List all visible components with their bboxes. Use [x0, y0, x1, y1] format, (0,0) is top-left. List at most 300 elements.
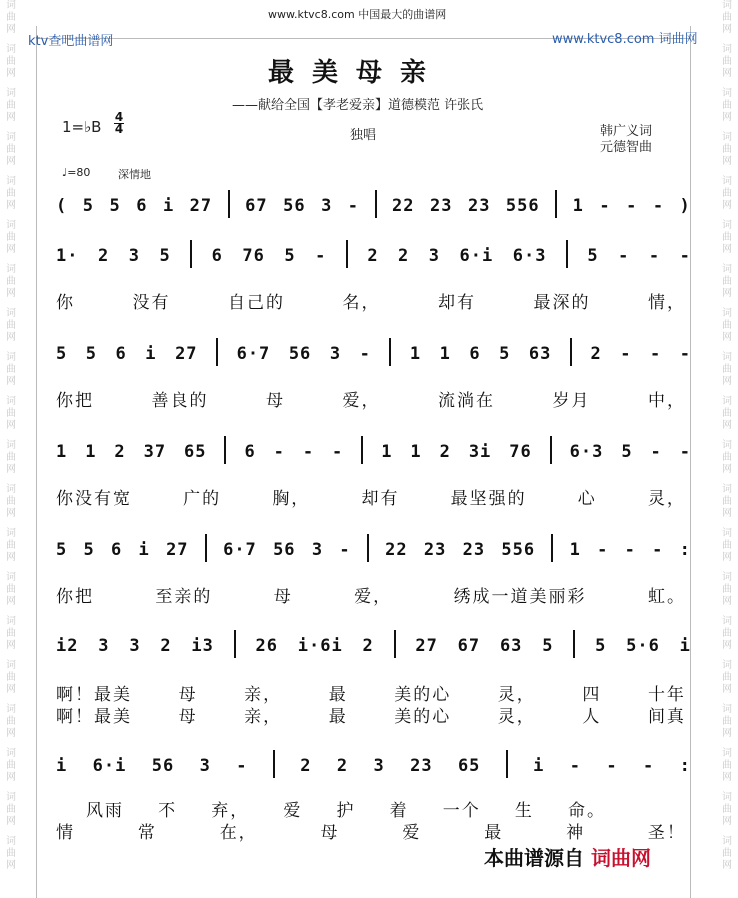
bar-line [551, 534, 553, 562]
note-token: 5 [159, 246, 171, 266]
note-token: 2 [439, 442, 451, 462]
note-token: 3 [128, 246, 140, 266]
side-watermark-char: 曲 [722, 364, 732, 375]
side-watermark-char: 曲 [6, 452, 16, 463]
note-token: 27 [175, 344, 198, 364]
side-watermark-char: 曲 [722, 628, 732, 639]
lyric-token: 最 [484, 823, 504, 843]
side-watermark-char: 网 [722, 24, 732, 35]
side-watermark-char: 曲 [6, 188, 16, 199]
lyric-token: 弃， [211, 801, 250, 821]
note-token: 27 [166, 540, 189, 560]
side-watermark-char: 曲 [722, 496, 732, 507]
note-token: i [679, 636, 691, 656]
bar-line [234, 630, 236, 658]
note-token: - [597, 540, 609, 560]
note-token: 1 [410, 442, 422, 462]
side-watermark-char: 词 [6, 132, 16, 143]
note-token: 6·i [92, 756, 127, 776]
notation-row-6 [56, 626, 691, 666]
note-token: - [650, 442, 662, 462]
side-watermark-char: 词 [722, 176, 732, 187]
lyric-line-1 [56, 288, 686, 313]
lyric-token: 善良的 [151, 391, 209, 411]
note-token: 1 [56, 442, 68, 462]
lyric-token: 亲， [244, 685, 283, 705]
side-watermark-char: 词 [722, 396, 732, 407]
side-watermark-char: 网 [6, 728, 16, 739]
side-watermark-char: 网 [6, 596, 16, 607]
note-token: 3i [468, 442, 492, 462]
notation-row-6-notes [56, 636, 691, 658]
note-token: 1 [85, 442, 97, 462]
note-token: - [273, 442, 285, 462]
note-token: 6·3 [569, 442, 604, 462]
side-watermark-char: 词 [722, 0, 732, 11]
side-watermark-char: 曲 [722, 276, 732, 287]
side-watermark-char: 词 [722, 792, 732, 803]
note-token: 5 [284, 246, 296, 266]
side-watermark-char: 曲 [6, 672, 16, 683]
note-token: 5 [587, 246, 599, 266]
side-watermark-char: 曲 [722, 320, 732, 331]
note-token: 2 [114, 442, 126, 462]
side-watermark-char: 曲 [6, 320, 16, 331]
note-token: - [624, 540, 636, 560]
note-token: 6·3 [512, 246, 547, 266]
side-watermark-char: 网 [6, 288, 16, 299]
side-watermark-char: 词 [6, 88, 16, 99]
note-token: - [302, 442, 315, 462]
lyric-token: 生 [514, 801, 534, 821]
note-token: 5 [56, 540, 68, 560]
lyric-token: 爱， [354, 587, 393, 607]
note-token: 6 [211, 246, 223, 266]
note-token: - [606, 756, 618, 776]
side-watermark-char: 曲 [722, 232, 732, 243]
time-signature [114, 112, 124, 135]
side-watermark-char: 网 [6, 772, 16, 783]
side-watermark-char: 词 [6, 0, 16, 11]
side-watermark-char: 词 [722, 528, 732, 539]
note-token: 6·7 [236, 344, 271, 364]
side-watermark-char: 曲 [722, 12, 732, 23]
note-token: ) [679, 196, 691, 216]
note-token: 5 [56, 344, 68, 364]
note-token: 22 [385, 540, 408, 560]
side-watermark-char: 网 [722, 112, 732, 123]
side-watermark-char: 曲 [722, 848, 732, 859]
side-watermark-char: 网 [6, 640, 16, 651]
side-watermark-char: 网 [6, 464, 16, 475]
side-watermark-char: 网 [722, 640, 732, 651]
side-watermark-char: 网 [6, 816, 16, 827]
side-watermark-char: 词 [722, 572, 732, 583]
source-footer [484, 842, 651, 871]
note-token: 5 [595, 636, 607, 656]
note-token: - [618, 246, 630, 266]
lyric-token: 四 [582, 685, 602, 705]
note-token: 2 [362, 636, 374, 656]
lyric-token: 最 [328, 685, 348, 705]
side-watermark-char: 曲 [6, 276, 16, 287]
note-token: 76 [509, 442, 532, 462]
side-watermark-char: 词 [6, 484, 16, 495]
notation-row-5-notes [56, 540, 691, 562]
lyric-token: 却有 [438, 293, 476, 313]
side-watermark-char: 网 [722, 288, 732, 299]
side-watermark-char: 曲 [6, 628, 16, 639]
note-token: 22 [392, 196, 415, 216]
side-watermark-char: 网 [722, 464, 732, 475]
note-token: 23 [462, 540, 486, 560]
note-token: 5 [621, 442, 633, 462]
lyric-token: 神 [566, 823, 586, 843]
note-token: 1 [381, 442, 393, 462]
note-token: i [56, 756, 68, 776]
side-watermark-char: 曲 [6, 848, 16, 859]
lyric-token: 命。 [568, 801, 606, 821]
bar-line [346, 240, 348, 268]
side-watermark-char: 词 [722, 660, 732, 671]
note-token: 2 [336, 756, 349, 776]
note-token: 3 [373, 756, 385, 776]
note-token: 6·i [459, 246, 494, 266]
note-token: - [236, 756, 248, 776]
note-token: 5 [85, 344, 98, 364]
side-watermark-char: 网 [6, 508, 16, 519]
note-token: - [315, 246, 327, 266]
side-watermark-char: 词 [722, 748, 732, 759]
side-watermark-char: 曲 [722, 540, 732, 551]
notation-row-4-notes [56, 442, 691, 464]
notation-row-5 [56, 530, 691, 570]
lyric-token: 爱 [283, 801, 303, 821]
lyric-token: 间真 [647, 707, 686, 727]
note-token: 37 [143, 442, 167, 462]
note-token: - [339, 540, 351, 560]
notation-row-3-notes [56, 344, 691, 366]
note-token: 1 [572, 196, 584, 216]
lyric-token: 灵， [497, 685, 536, 705]
side-watermark-char: 词 [722, 704, 732, 715]
side-watermark-char: 曲 [722, 408, 732, 419]
side-watermark-char: 词 [722, 308, 732, 319]
notation-row-7-notes [56, 756, 691, 778]
song-subtitle: ——献给全国【孝老爱亲】道德模范 许张氏 [232, 98, 484, 113]
header-center-text: www.ktvc8.com 中国最大的曲谱网 [268, 8, 447, 21]
lyric-token: 你把 [56, 587, 94, 607]
bar-line [273, 750, 275, 778]
side-watermark-char: 词 [6, 836, 16, 847]
side-watermark-char: 网 [722, 420, 732, 431]
note-token: 23 [429, 196, 453, 216]
lyric-token: 不 [158, 801, 178, 821]
note-token: 2 [97, 246, 110, 266]
note-token: 56 [283, 196, 306, 216]
right-site-watermark[interactable]: www.ktvc8.com 词曲网 [552, 32, 698, 47]
side-watermark-char: 网 [722, 508, 732, 519]
bar-line [224, 436, 226, 464]
side-watermark-char: 曲 [722, 452, 732, 463]
side-watermark-char: 词 [6, 396, 16, 407]
side-watermark-char: 网 [6, 420, 16, 431]
note-token: 63 [499, 636, 523, 656]
lyric-token: 常 [137, 823, 157, 843]
note-token: 26 [255, 636, 278, 656]
lyric-token: 最深的 [533, 293, 591, 313]
side-watermark-char: 网 [6, 156, 16, 167]
notation-row-2-notes [56, 246, 691, 268]
note-token: 3 [311, 540, 324, 560]
side-watermark-char: 词 [722, 220, 732, 231]
side-watermark-char: 网 [6, 332, 16, 343]
side-watermark-char: 网 [722, 772, 732, 783]
note-token: - [652, 196, 665, 216]
lyric-token: 情， [648, 293, 686, 313]
lyric-token: 母 [266, 391, 285, 411]
side-watermark-char: 网 [6, 244, 16, 255]
side-watermark-char: 词 [6, 308, 16, 319]
note-token: i3 [191, 636, 214, 656]
note-token: - [569, 756, 582, 776]
note-token: 5 [499, 344, 511, 364]
lyric-token: 你没有宽 [56, 489, 132, 509]
note-token: 6 [469, 344, 481, 364]
note-token: - [359, 344, 371, 364]
notation-row-7 [56, 746, 691, 786]
lyric-token: 灵， [497, 707, 536, 727]
lyric-token: 一个 [442, 801, 481, 821]
lyric-line-6 [56, 702, 686, 727]
time-signature-bottom: 4 [114, 122, 124, 136]
note-token: 556 [501, 540, 536, 560]
side-watermark-char: 曲 [722, 100, 732, 111]
note-token: : [679, 756, 691, 776]
lyric-token: 却有 [361, 489, 400, 509]
side-watermark-char: 词 [6, 352, 16, 363]
side-watermark-char: 曲 [6, 364, 16, 375]
lyricist-credit: 韩广义词 [600, 124, 653, 139]
side-watermark-char: 曲 [722, 144, 732, 155]
side-watermark-char: 曲 [6, 56, 16, 67]
note-token: 23 [423, 540, 447, 560]
side-watermark-char: 词 [6, 440, 16, 451]
side-watermark-char: 词 [6, 44, 16, 55]
note-token: 65 [457, 756, 481, 776]
lyric-token: 自己的 [228, 293, 285, 313]
song-title: 最美母亲 [268, 58, 445, 88]
lyric-token: 母 [273, 587, 293, 607]
bar-line [555, 190, 557, 218]
note-token: 1 [409, 344, 422, 364]
lyric-token: 中， [648, 391, 686, 411]
side-watermark-char: 词 [6, 704, 16, 715]
note-token: ( [56, 196, 68, 216]
note-token: i [533, 756, 545, 776]
lyric-token: 啊！最美 [56, 707, 132, 727]
side-watermark-char: 曲 [722, 584, 732, 595]
lyric-token: 没有 [132, 293, 171, 313]
side-watermark-char: 曲 [6, 144, 16, 155]
lyric-line-3 [56, 484, 686, 509]
key-signature: 1=♭B [62, 118, 102, 136]
side-watermark-char: 词 [722, 616, 732, 627]
note-token: i [162, 196, 175, 216]
note-token: - [649, 344, 662, 364]
note-token: 1 [439, 344, 451, 364]
lyric-token: 心 [577, 489, 597, 509]
side-watermark-char: 词 [6, 176, 16, 187]
bar-line [205, 534, 207, 562]
bar-line [228, 190, 230, 218]
lyric-token: 至亲的 [155, 587, 213, 607]
side-watermark-char: 网 [722, 376, 732, 387]
side-watermark-char: 网 [6, 684, 16, 695]
side-watermark-char: 词 [6, 572, 16, 583]
note-token: 2 [160, 636, 172, 656]
tempo-marking: ♩=80 [62, 166, 91, 179]
note-token: 5·6 [626, 636, 660, 656]
note-token: - [599, 196, 611, 216]
note-token: - [679, 442, 691, 462]
note-token: 6 [136, 196, 148, 216]
lyric-token: 胸， [272, 489, 311, 509]
bar-line [506, 750, 508, 778]
lyric-token: 母 [178, 685, 198, 705]
side-watermark-char: 曲 [6, 804, 16, 815]
lyric-token: 岁月 [552, 391, 591, 411]
lyric-token: 着 [389, 801, 409, 821]
note-token: 1· [56, 246, 79, 266]
side-watermark-char: 网 [722, 68, 732, 79]
side-watermark-char: 曲 [6, 408, 16, 419]
note-token: 2 [398, 246, 410, 266]
side-watermark-char: 网 [722, 728, 732, 739]
side-watermark-char: 网 [722, 816, 732, 827]
note-token: 3 [199, 756, 211, 776]
note-token: 23 [467, 196, 491, 216]
note-token: 27 [415, 636, 438, 656]
lyric-token: 风雨 [86, 801, 124, 821]
bar-line [375, 190, 377, 218]
note-token: 67 [245, 196, 268, 216]
side-watermark-char: 词 [6, 792, 16, 803]
lyric-token: 你 [56, 293, 75, 313]
note-token: - [332, 442, 344, 462]
note-token: 2 [367, 246, 379, 266]
bar-line [190, 240, 192, 268]
lyric-token: 名， [342, 293, 381, 313]
note-token: 67 [457, 636, 481, 656]
lyric-token: 十年 [647, 685, 686, 705]
note-token: i·6i [297, 636, 343, 656]
side-watermark-char: 词 [722, 264, 732, 275]
note-token: 65 [184, 442, 207, 462]
side-watermark-char: 词 [6, 748, 16, 759]
note-token: - [652, 540, 664, 560]
note-token: 6·7 [223, 540, 257, 560]
side-watermark-char: 曲 [722, 760, 732, 771]
note-token: - [679, 344, 691, 364]
note-token: 5 [83, 540, 95, 560]
lyric-token: 流淌在 [438, 391, 495, 411]
side-watermark-char: 曲 [6, 540, 16, 551]
notation-row-3 [56, 334, 691, 374]
side-watermark-char: 词 [722, 836, 732, 847]
bar-line [389, 338, 391, 366]
source-brand-link[interactable]: 词曲网 [590, 846, 651, 870]
side-watermark-char: 曲 [6, 12, 16, 23]
notation-row-1-notes [56, 196, 691, 218]
side-watermark-char: 网 [6, 112, 16, 123]
lyric-token: 爱， [342, 391, 381, 411]
lyric-token: 虹。 [647, 587, 686, 607]
note-token: 3 [329, 344, 342, 364]
side-watermark-char: 网 [6, 200, 16, 211]
notation-row-2 [56, 236, 691, 276]
note-token: - [620, 344, 632, 364]
side-watermark-char: 曲 [722, 804, 732, 815]
bar-line [573, 630, 575, 658]
side-watermark-char: 网 [6, 860, 16, 871]
note-token: 3 [428, 246, 441, 266]
side-watermark-char: 曲 [6, 716, 16, 727]
composer-credit: 元德智曲 [600, 140, 653, 155]
note-token: 1 [569, 540, 581, 560]
side-watermark-char: 词 [6, 220, 16, 231]
side-watermark-char: 网 [722, 552, 732, 563]
notation-row-1 [56, 186, 691, 226]
bar-line [394, 630, 396, 658]
lyric-token: 绣成一道美丽彩 [453, 587, 587, 607]
side-watermark-char: 词 [6, 616, 16, 627]
note-token: 76 [242, 246, 265, 266]
note-token: 56 [151, 756, 175, 776]
side-watermark-char: 词 [722, 352, 732, 363]
side-watermark-char: 曲 [6, 232, 16, 243]
side-watermark-char: 词 [722, 484, 732, 495]
side-watermark-char: 网 [6, 376, 16, 387]
lyric-token: 在， [219, 823, 258, 843]
left-margin-line [36, 26, 37, 898]
note-token: 6 [111, 540, 123, 560]
note-token: 2 [590, 344, 602, 364]
lyric-token: 灵， [647, 489, 686, 509]
side-watermark-char: 网 [722, 596, 732, 607]
note-token: 63 [528, 344, 552, 364]
lyric-token: 爱 [402, 823, 422, 843]
bar-line [566, 240, 568, 268]
side-watermark-char: 网 [722, 156, 732, 167]
note-token: 5 [542, 636, 554, 656]
note-token: 2 [300, 756, 312, 776]
side-watermark-char: 曲 [6, 496, 16, 507]
note-token: 56 [273, 540, 296, 560]
bar-line [216, 338, 218, 366]
note-token: - [679, 246, 691, 266]
note-token: 3 [321, 196, 333, 216]
left-site-watermark[interactable]: ktv查吧曲谱网 [28, 34, 114, 49]
lyric-token: 圣！ [647, 823, 686, 843]
side-watermark-char: 词 [722, 88, 732, 99]
bar-line [570, 338, 572, 366]
lyric-token: 美的心 [394, 685, 452, 705]
side-watermark-char: 曲 [6, 100, 16, 111]
side-watermark-char: 曲 [6, 760, 16, 771]
lyric-token: 美的心 [394, 707, 452, 727]
note-token: 3 [129, 636, 141, 656]
